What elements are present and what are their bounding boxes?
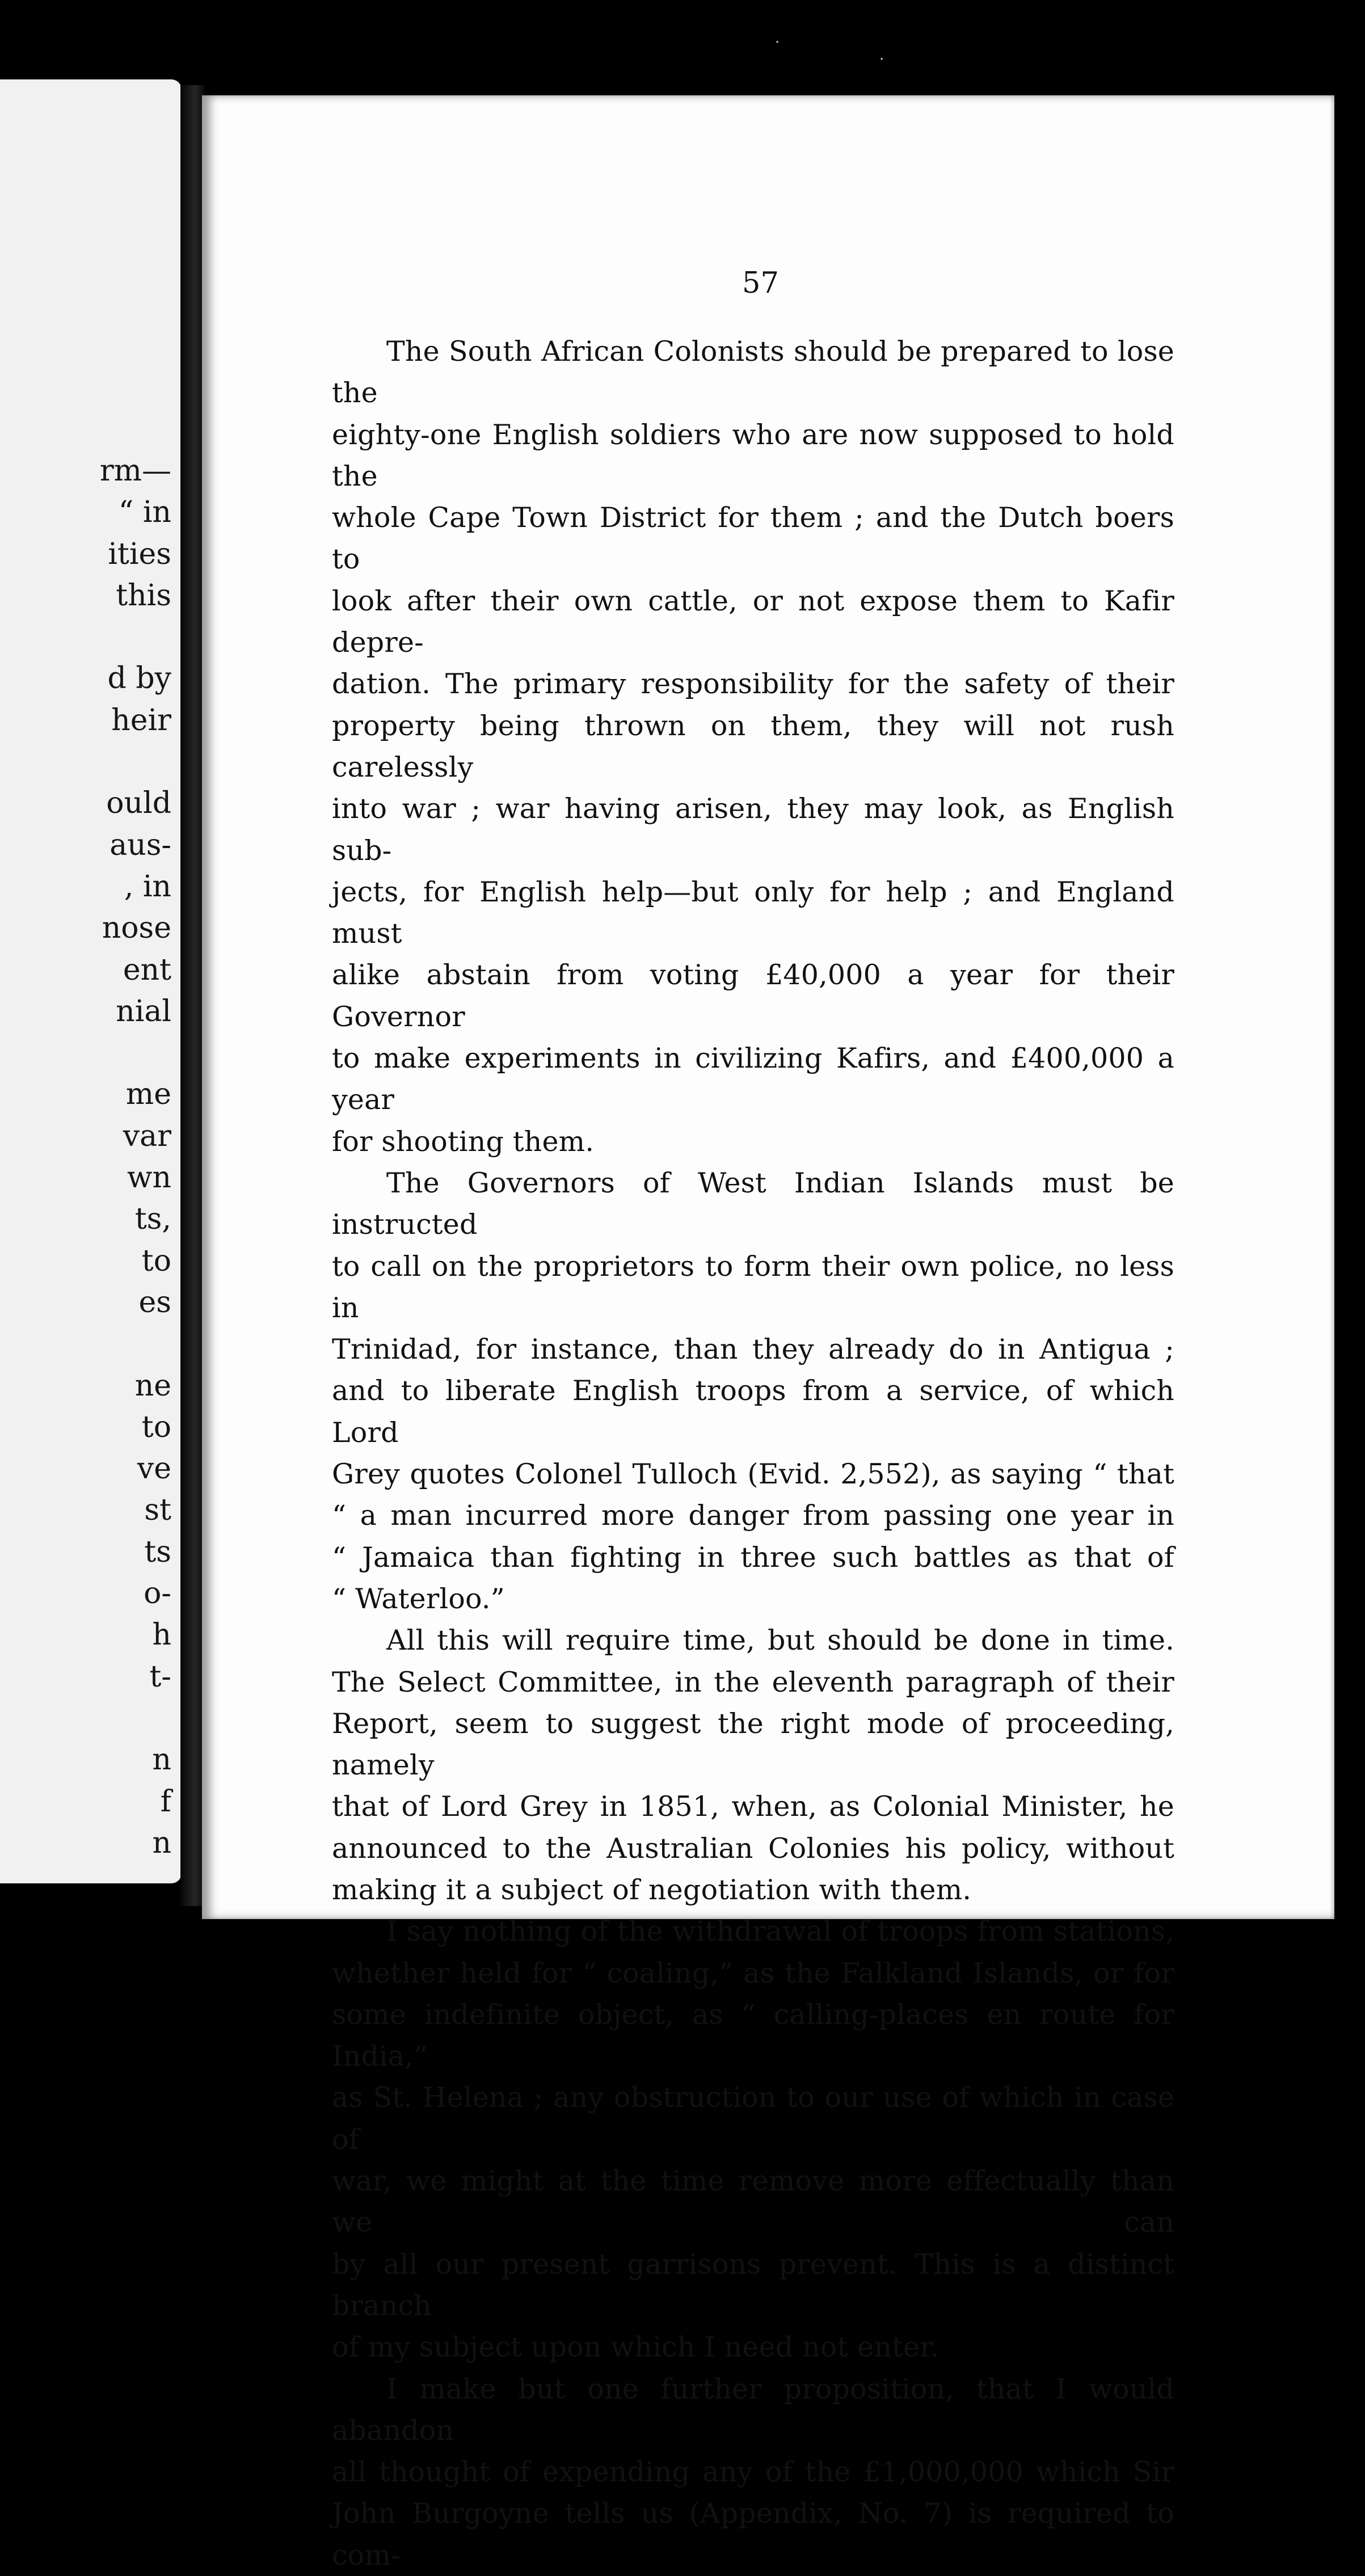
paragraph-5 (332, 2368, 1174, 2576)
left-page-fragment: rm— (99, 453, 171, 488)
text-line: Grey quotes Colonel Tulloch (Evid. 2,552), as saying “ that (332, 1458, 1174, 1491)
left-page-fragment: ts, (134, 1202, 171, 1237)
left-page-fragment: aus- (109, 828, 171, 862)
text-line: The Governors of West Indian Islands must be instructed (332, 1166, 1174, 1241)
left-page-fragment: ities (108, 537, 171, 571)
text-line: All this will require time, but should be done in time. (386, 1624, 1174, 1657)
text-line: that of Lord Grey in 1851, when, as Colonial Minister, he (332, 1790, 1174, 1823)
text-line: of my subject upon which I need not enter. (332, 2331, 940, 2364)
text-line: “ Waterloo.” (332, 1582, 505, 1615)
text-line: Trinidad, for instance, than they already do in Antigua ; (332, 1333, 1174, 1366)
text-line: to make experiments in civilizing Kafirs, and £400,000 a year (332, 1042, 1174, 1116)
scan-speck: · (879, 51, 884, 68)
left-page-fragment: wn (127, 1161, 171, 1195)
text-line: whether held for “ coaling,” as the Falkland Islands, or for (332, 1957, 1174, 1989)
text-line: and to liberate English troops from a service, of which Lord (332, 1375, 1174, 1449)
text-line: alike abstain from voting £40,000 a year for their Governor (332, 959, 1174, 1033)
left-page-fragment: var (123, 1119, 171, 1153)
left-page-fragment: nial (116, 994, 171, 1028)
left-page-fragment: n (152, 1825, 171, 1860)
paragraph-1 (332, 331, 1174, 1162)
text-line: war, we might at the time remove more effectually than we can (332, 2165, 1174, 2239)
left-page-fragment: d by (107, 661, 171, 696)
text-line: whole Cape Town District for them ; and the Dutch boers to (332, 501, 1174, 576)
text-line: dation. The primary responsibility for the safety of their (332, 668, 1174, 701)
paragraph-3 (332, 1620, 1174, 1911)
text-line: all thought of expending any of the £1,000,000 which Sir (332, 2456, 1174, 2489)
text-line: “ Jamaica than fighting in three such battles as that of (332, 1541, 1174, 1574)
left-page-fragment: h (152, 1618, 171, 1652)
left-page-fragment: this (116, 578, 171, 613)
text-line: announced to the Australian Colonies his policy, without (332, 1832, 1174, 1865)
left-page-fragment: ould (106, 786, 171, 821)
text-line: eighty-one English soldiers who are now supposed to hold the (332, 418, 1174, 492)
left-page-fragment: n (152, 1743, 171, 1777)
text-line: Report, seem to suggest the right mode of proceeding, namely (332, 1707, 1174, 1782)
text-line: I make but one further proposition, that I would abandon (332, 2372, 1174, 2447)
text-line: look after their own cattle, or not expose them to Kafir depre- (332, 584, 1174, 659)
scan-speck: · (775, 34, 780, 51)
book-gutter (180, 85, 204, 1906)
left-page-fragment: ne (134, 1368, 171, 1403)
paragraph-4 (332, 1911, 1174, 2368)
text-line: some indefinite object, as “ calling-places en route for India,” (332, 1998, 1174, 2073)
text-line: The South African Colonists should be prepared to lose the (332, 335, 1174, 410)
left-facing-page (0, 79, 182, 1883)
left-page-fragment: “ in (118, 495, 171, 530)
left-page-fragment: es (138, 1285, 171, 1319)
left-page-fragment: ve (137, 1452, 171, 1486)
left-page-fragment: ts (144, 1534, 171, 1569)
text-line: making it a subject of negotiation with them. (332, 1873, 972, 1906)
text-line: by all our present garrisons prevent. This is a distinct branch (332, 2248, 1174, 2322)
text-line: to call on the proprietors to form their own police, no less in (332, 1250, 1174, 1324)
page-number: 57 (742, 267, 779, 300)
left-page-fragment: to (141, 1410, 171, 1444)
left-page-fragment: , in (124, 869, 171, 904)
left-page-fragment: ent (123, 952, 171, 987)
text-line: I say nothing of the withdrawal of troops from stations, (386, 1915, 1174, 1948)
text-line: The Select Committee, in the eleventh paragraph of their (332, 1666, 1174, 1698)
left-page-text-fragments (0, 79, 171, 1883)
left-page-fragment: nose (102, 911, 171, 946)
text-line: John Burgoyne tells us (Appendix, No. 7) is required to com- (332, 2497, 1174, 2571)
text-line: as St. Helena ; any obstruction to our use of which in case of (332, 2081, 1174, 2156)
paragraph-2 (332, 1162, 1174, 1620)
left-page-fragment: o- (144, 1576, 171, 1610)
text-line: jects, for English help—but only for help ; and England must (332, 875, 1174, 950)
left-page-fragment: f (160, 1784, 171, 1819)
left-page-fragment: heir (111, 703, 171, 737)
left-page-fragment: st (144, 1493, 171, 1528)
left-page-fragment: to (141, 1243, 171, 1278)
text-line: “ a man incurred more danger from passing one year in (332, 1499, 1174, 1532)
left-page-fragment: t- (149, 1659, 171, 1694)
text-line: into war ; war having arisen, they may look, as English sub- (332, 792, 1174, 867)
page-body-text (332, 331, 1174, 2576)
text-line: property being thrown on them, they will not rush carelessly (332, 709, 1174, 783)
left-page-fragment: me (125, 1077, 171, 1112)
text-line: for shooting them. (332, 1125, 595, 1158)
